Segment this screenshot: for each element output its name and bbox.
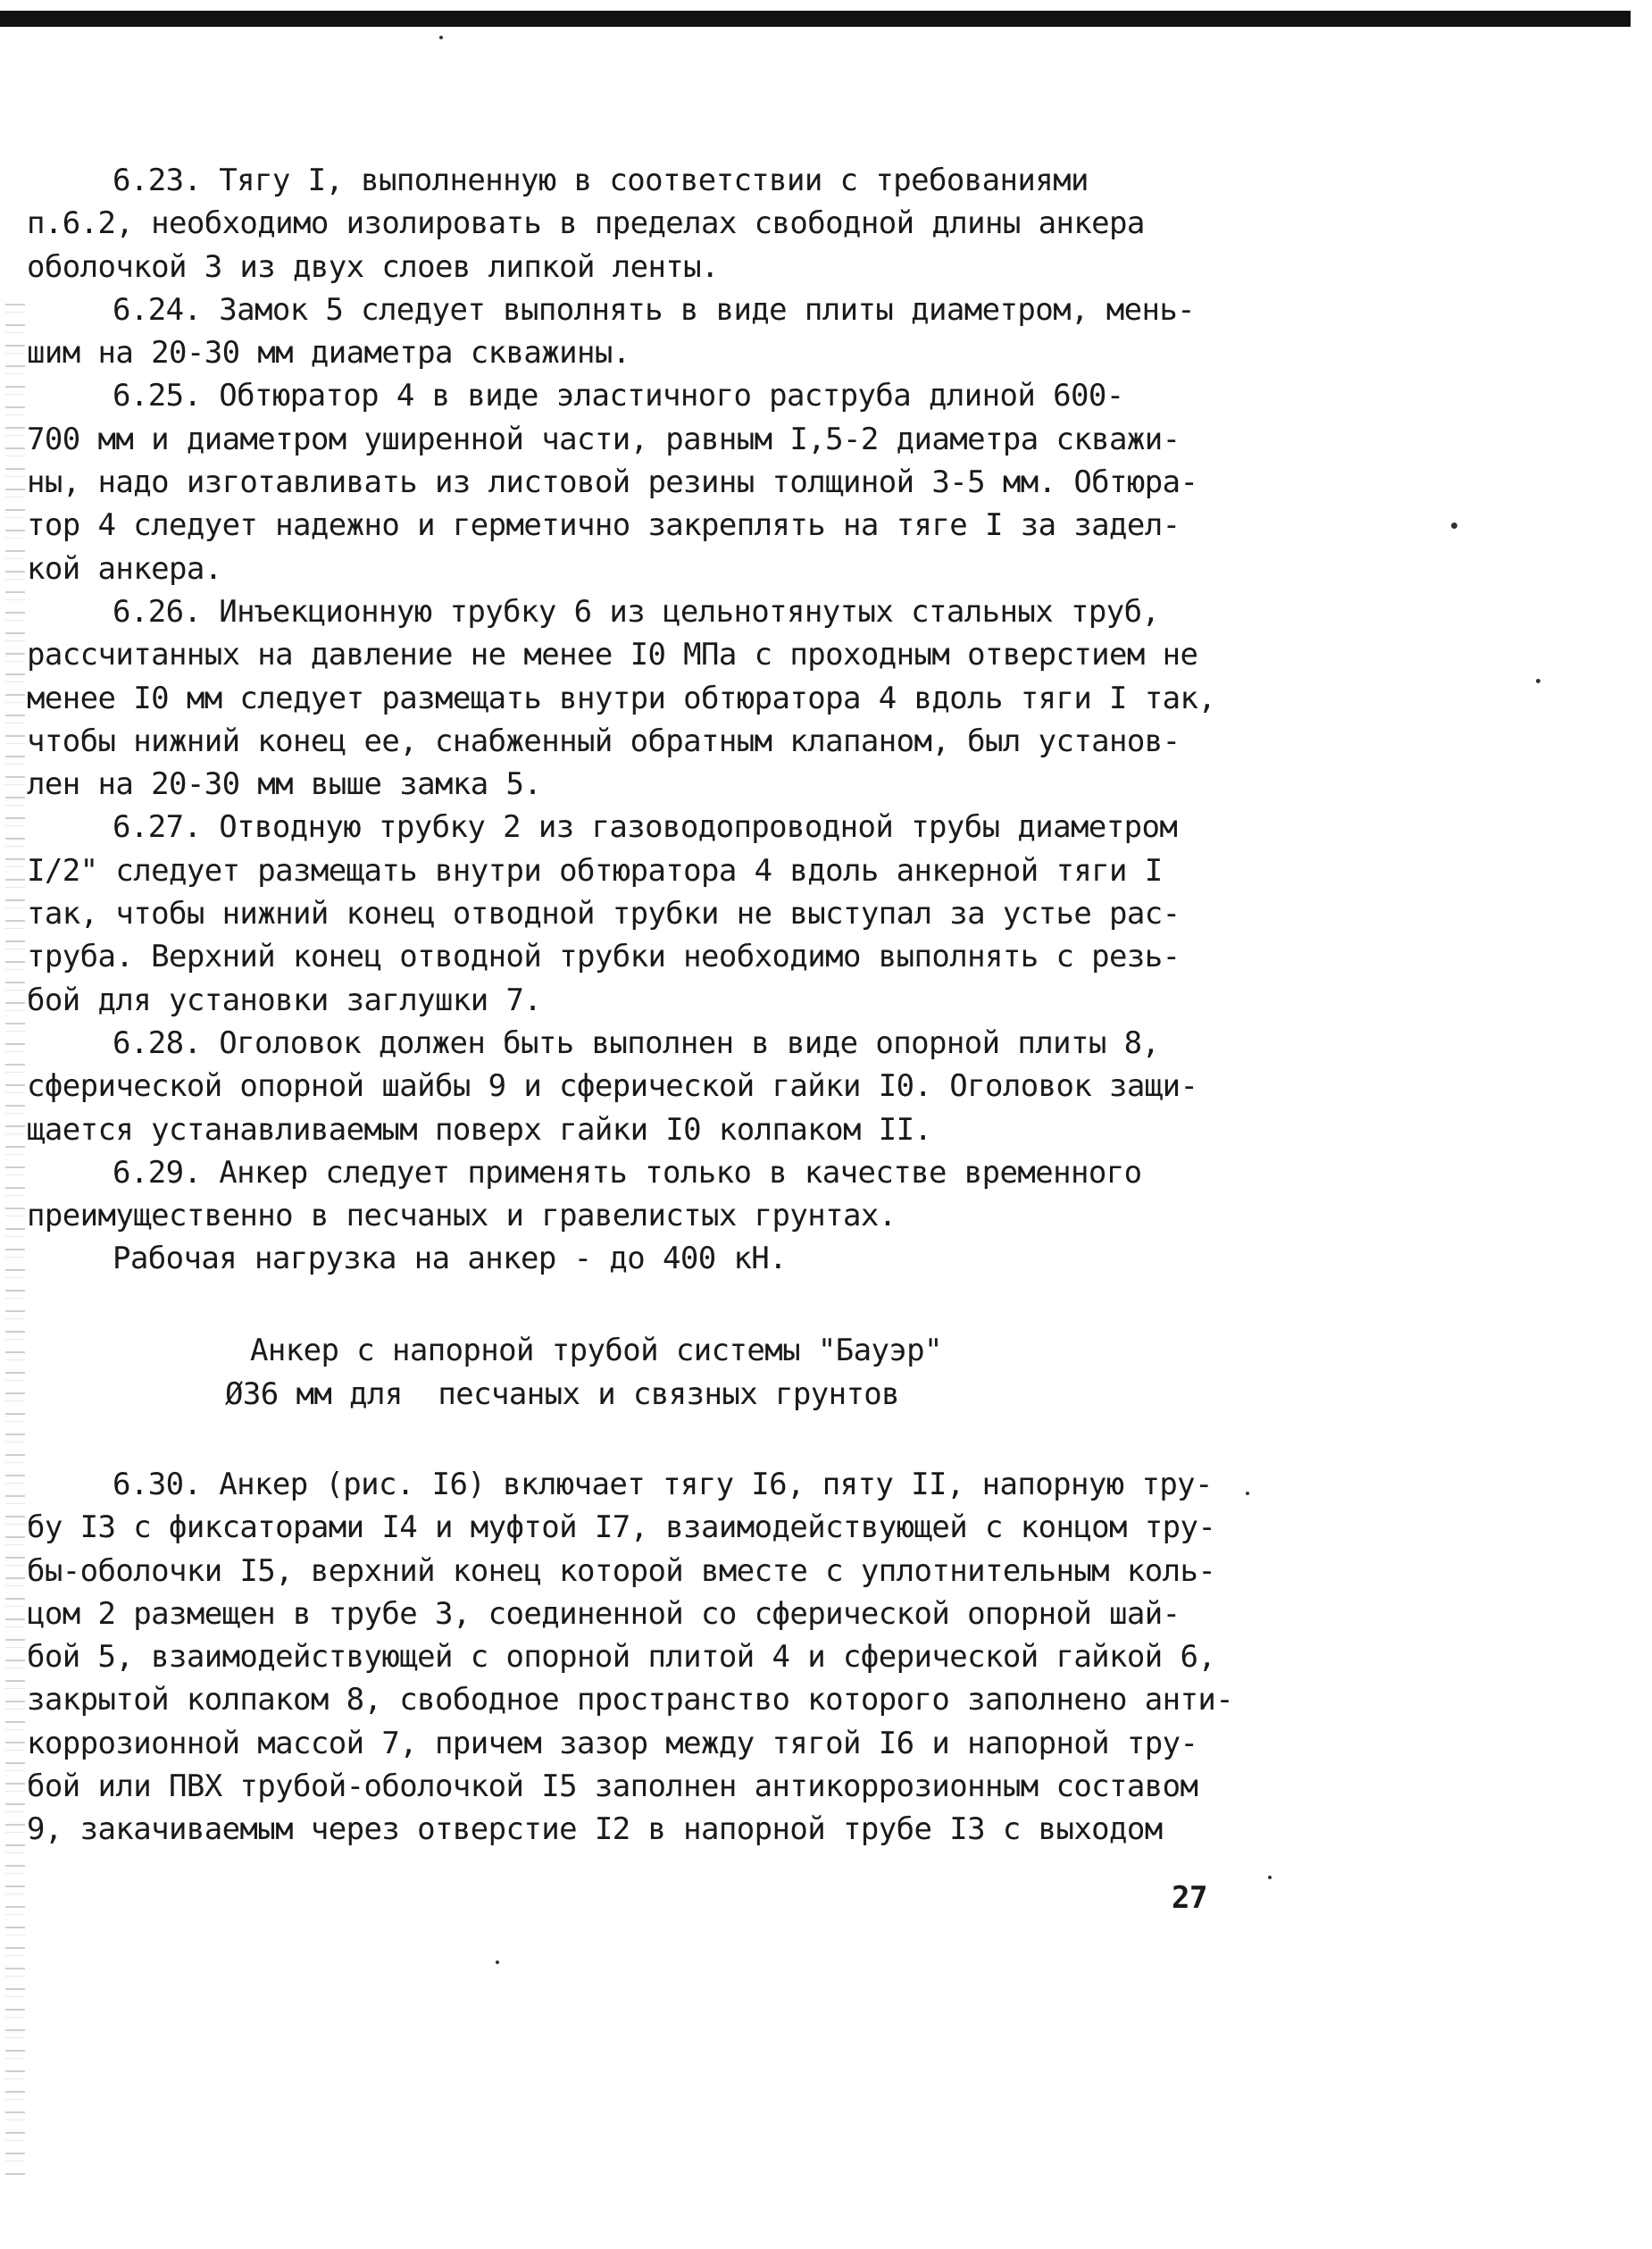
paragraph-6-27-line-3: так, чтобы нижний конец отводной трубки не выступал за устье рас- <box>27 896 1181 932</box>
scan-speck <box>1451 523 1457 529</box>
paragraph-6-24-line-2: шим на 20-30 мм диаметра скважины. <box>27 335 630 372</box>
paragraph-6-23-line-2: п.6.2, необходимо изолировать в пределах свободной длины анкера <box>27 205 1145 242</box>
scan-speck <box>1246 1492 1249 1495</box>
paragraph-6-24-line-1: 6.24. Замок 5 следует выполнять в виде плиты диаметром, мень- <box>113 291 1196 328</box>
paragraph-6-30-line-7: коррозионной массой 7, причем зазор между тягой I6 и напорной тру- <box>27 1725 1198 1761</box>
paragraph-6-30-line-9: 9, закачиваемым через отверстие I2 в напорной трубе I3 с выходом <box>27 1811 1163 1848</box>
paragraph-6-29-line-1: 6.29. Анкер следует применять только в качестве временного <box>113 1154 1142 1191</box>
paragraph-6-25-line-2: 700 мм и диаметром уширенной части, равным I,5-2 диаметра скважи- <box>27 421 1181 457</box>
paragraph-6-26-line-2: рассчитанных на давление не менее I0 МПа с проходным отверстием не <box>27 637 1198 673</box>
paragraph-6-27-line-5: бой для установки заглушки 7. <box>27 982 542 1018</box>
paragraph-6-23-line-1: 6.23. Тягу I, выполненную в соответствии с требованиями <box>113 163 1089 198</box>
paragraph-6-30-line-1: 6.30. Анкер (рис. I6) включает тягу I6, пяту II, напорную тру- <box>113 1467 1213 1502</box>
page-number: 27 <box>1172 1880 1207 1916</box>
paragraph-6-29-line-2: преимущественно в песчаных и гравелистых грунтах. <box>27 1198 897 1234</box>
paragraph-6-28-line-2: сферической опорной шайбы 9 и сферической гайки I0. Оголовок защи- <box>27 1068 1198 1105</box>
section-heading-line-2: Ø36 мм для песчаных и связных грунтов <box>225 1376 900 1412</box>
scan-speck <box>1536 679 1540 683</box>
paragraph-6-30-line-2: бу I3 с фиксаторами I4 и муфтой I7, взаимодействующей с концом тру- <box>27 1509 1216 1546</box>
paragraph-6-25-line-3: ны, надо изготавливать из листовой резины толщиной 3-5 мм. Обтюра- <box>27 464 1198 501</box>
paragraph-6-26-line-1: 6.26. Инъекционную трубку 6 из цельнотянутых стальных труб, <box>113 593 1160 630</box>
paragraph-6-26-line-4: чтобы нижний конец ее, снабженный обратным клапаном, был установ- <box>27 723 1181 759</box>
body-text-top <box>27 159 1241 1281</box>
paragraph-6-26-line-3: менее I0 мм следует размещать внутри обтюратора 4 вдоль тяги I так, <box>27 680 1216 716</box>
paragraph-6-25-line-4: тор 4 следует надежно и герметично закреплять на тяге I за задел- <box>27 507 1181 544</box>
scan-speck <box>439 36 443 39</box>
paragraph-6-28-line-3: щается устанавливаемым поверх гайки I0 колпаком II. <box>27 1111 932 1148</box>
scan-speck <box>1268 1876 1272 1879</box>
paragraph-6-28-line-1: 6.28. Оголовок должен быть выполнен в виде опорной плиты 8, <box>113 1024 1160 1061</box>
paragraph-6-30-line-4: цом 2 размещен в трубе 3, соединенной со сферической опорной шай- <box>27 1595 1181 1632</box>
paragraph-6-26-line-5: лен на 20-30 мм выше замка 5. <box>27 766 542 803</box>
paragraph-6-27-line-1: 6.27. Отводную трубку 2 из газоводопроводной трубы диаметром <box>113 809 1178 846</box>
paragraph-6-25-line-1: 6.25. Обтюратор 4 в виде эластичного раструба длиной 600- <box>113 378 1124 414</box>
paragraph-6-27-line-4: труба. Верхний конец отводной трубки необходимо выполнять с резь- <box>27 939 1181 975</box>
section-heading <box>27 1329 1241 1417</box>
paragraph-6-30-line-6: закрытой колпаком 8, свободное пространство которого заполнено анти- <box>27 1682 1234 1718</box>
scan-speck <box>496 1961 499 1964</box>
paragraph-6-30-line-3: бы-оболочки I5, верхний конец которой вместе с уплотнительным коль- <box>27 1552 1216 1589</box>
paragraph-6-25-line-5: кой анкера. <box>27 550 222 587</box>
scan-top-border <box>0 11 1631 27</box>
body-text-bottom <box>27 1463 1241 1852</box>
paragraph-6-23-line-3: оболочкой 3 из двух слоев липкой ленты. <box>27 248 719 285</box>
paragraph-6-27-line-2: I/2" следует размещать внутри обтюратора 4 вдоль анкерной тяги I <box>27 852 1163 889</box>
paragraph-6-30-line-5: бой 5, взаимодействующей с опорной плитой 4 и сферической гайкой 6, <box>27 1639 1216 1676</box>
section-heading-line-1: Анкер с напорной трубой системы "Бауэр" <box>250 1333 942 1368</box>
paragraph-6-30-line-8: бой или ПВХ трубой-оболочкой I5 заполнен антикоррозионным составом <box>27 1768 1198 1805</box>
paragraph-6-29-load-line: Рабочая нагрузка на анкер - до 400 кН. <box>113 1241 788 1277</box>
scan-left-edge-noise <box>5 304 25 2179</box>
